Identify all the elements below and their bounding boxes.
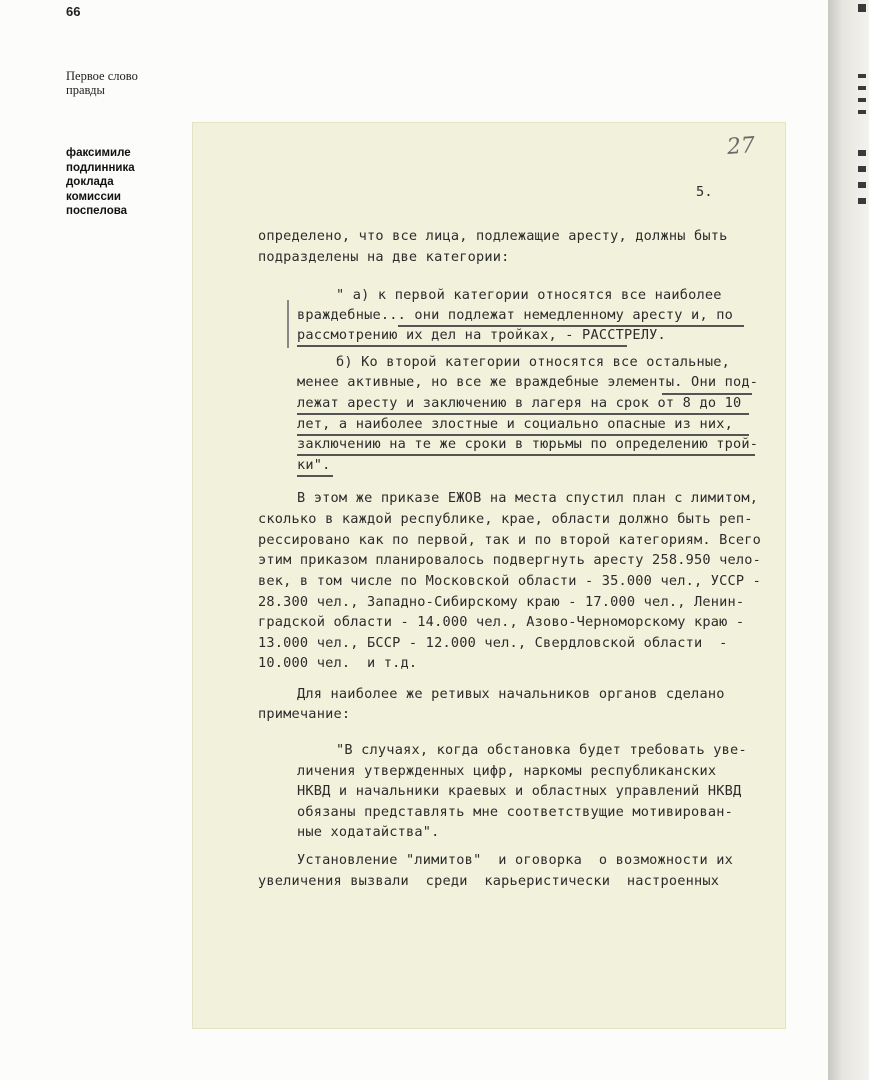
gutter-mark xyxy=(858,4,866,12)
section-title: Первое слово правды xyxy=(66,69,138,97)
document-line: Для наиболее же ретивых начальников органов сделано xyxy=(297,686,725,702)
pencil-underline xyxy=(297,345,627,347)
document-line: ные ходатайства". xyxy=(297,824,440,840)
gutter-mark xyxy=(858,98,866,102)
gutter-mark xyxy=(858,110,866,114)
book-page-number: 66 xyxy=(66,4,81,19)
document-line: рассмотрению их дел на тройках, - РАССТРЕЛУ. xyxy=(297,327,666,343)
document-line: " а) к первой категории относятся все наиболее xyxy=(336,287,722,303)
pencil-underline xyxy=(297,434,749,436)
gutter-mark xyxy=(858,74,866,78)
document-line: б) Ко второй категории относятся все остальные, xyxy=(336,354,731,370)
pencil-margin-mark xyxy=(287,300,289,348)
document-line: "В случаях, когда обстановка будет требовать уве- xyxy=(336,742,747,758)
document-line: Установление "лимитов" и оговорка о возможности их xyxy=(297,852,733,868)
gutter-mark xyxy=(858,182,866,188)
figure-caption: факсимиле подлинника доклада комиссии поспелова xyxy=(66,147,135,217)
document-page-number: 5. xyxy=(696,184,713,200)
document-line: заключению на те же сроки в тюрьмы по определению трой- xyxy=(297,436,759,452)
gutter-mark xyxy=(858,150,866,156)
document-line: век, в том числе по Московской области - 35.000 чел., УССР - xyxy=(258,573,762,589)
gutter-mark xyxy=(858,86,866,90)
pencil-underline xyxy=(297,413,749,415)
document-line: личения утвержденных цифр, наркомы республиканских xyxy=(297,763,717,779)
document-line: ки". xyxy=(297,457,331,473)
document-line: 13.000 чел., БССР - 12.000 чел., Свердловской области - xyxy=(258,635,728,651)
document-line: 28.300 чел., Западно-Сибирскому краю - 17.000 чел., Ленин- xyxy=(258,594,745,610)
document-line: менее активные, но все же враждебные элементы. Они под- xyxy=(297,374,759,390)
pencil-underline xyxy=(398,325,744,327)
document-line: подразделены на две категории: xyxy=(258,249,510,265)
document-line: увеличения вызвали среди карьеристически настроенных xyxy=(258,873,720,889)
document-line: НКВД и начальники краевых и областных управлений НКВД xyxy=(297,783,742,799)
gutter-mark xyxy=(858,198,866,204)
pencil-underline xyxy=(297,454,755,456)
pencil-underline xyxy=(297,475,333,477)
gutter-mark xyxy=(858,166,866,172)
document-line: лет, а наиболее злостные и социально опасные из них, xyxy=(297,416,733,432)
book-gutter xyxy=(828,0,869,1080)
document-line: сколько в каждой республике, крае, области должно быть реп- xyxy=(258,511,753,527)
document-line: градской области - 14.000 чел., Азово-Черноморскому краю - xyxy=(258,614,745,630)
document-line: враждебные... они подлежат немедленному аресту и, по xyxy=(297,307,733,323)
handwritten-page-number: 27 xyxy=(726,133,756,160)
document-line: 10.000 чел. и т.д. xyxy=(258,655,418,671)
document-line: примечание: xyxy=(258,706,351,722)
document-line: В этом же приказе ЕЖОВ на места спустил план с лимитом, xyxy=(297,490,759,506)
document-line: лежат аресту и заключению в лагеря на срок от 8 до 10 xyxy=(297,395,742,411)
document-line: обязаны представлять мне соответствущие мотивирован- xyxy=(297,804,733,820)
pencil-underline xyxy=(662,393,752,395)
document-line: этим приказом планировалось подвергнуть аресту 258.950 чело- xyxy=(258,552,762,568)
document-line: определено, что все лица, подлежащие аресту, должны быть xyxy=(258,228,728,244)
document-line: рессировано как по первой, так и по второй категориям. Всего xyxy=(258,532,762,548)
